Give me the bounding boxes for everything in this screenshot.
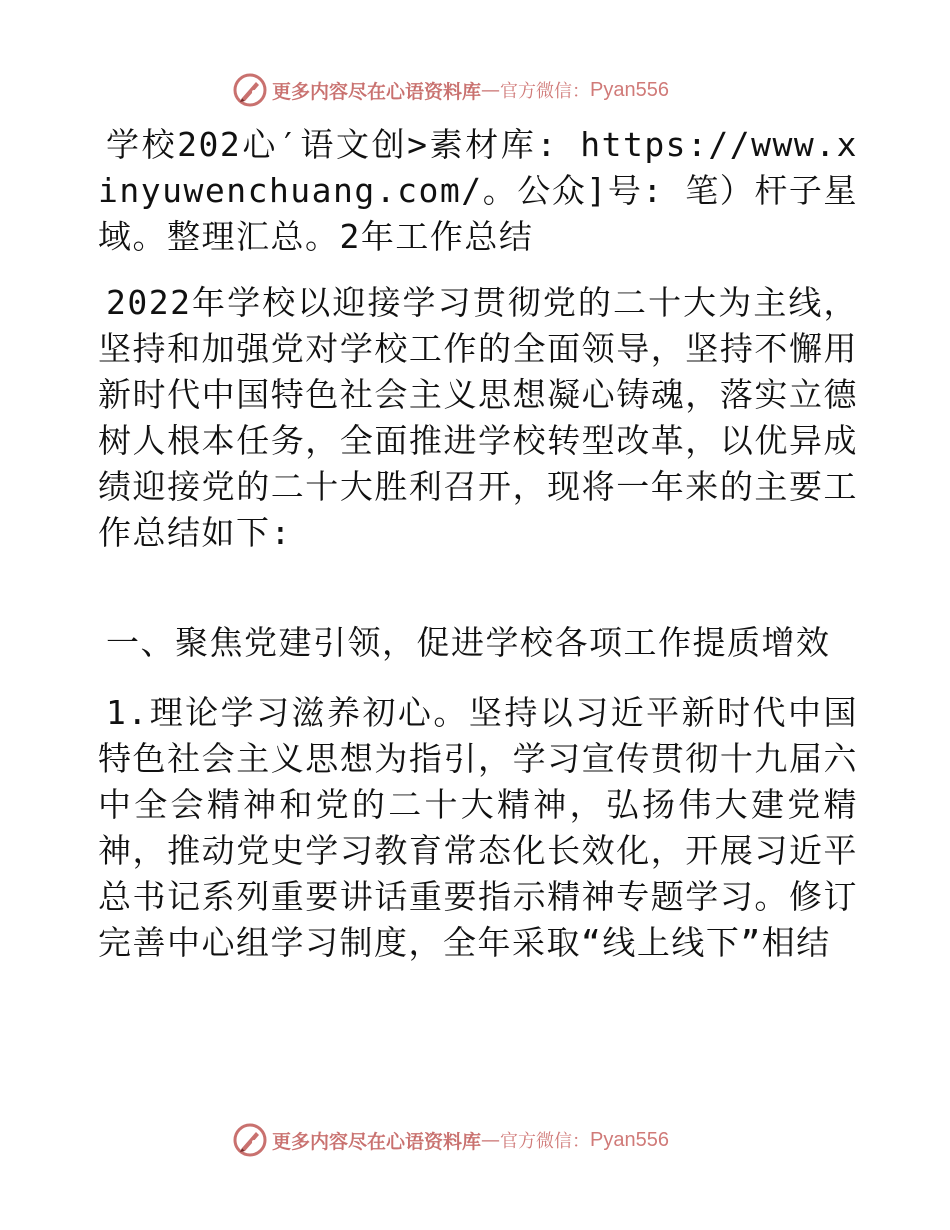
intro-paragraph: 学校202心′语文创>素材库: https://www.xinyuwenchuang.com/。公众]号: 笔）杆子星域。整理汇总。2年工作总结 xyxy=(98,125,858,256)
banner-dash: — xyxy=(481,1129,501,1151)
banner-wechat-label: 官方微信： xyxy=(500,1131,591,1152)
banner-wechat-id: Pyan556 xyxy=(590,78,669,101)
banner-dash: — xyxy=(481,79,501,101)
banner-text: 更多内容尽在心语资料库 xyxy=(272,1130,482,1153)
section-paragraph: 1.理论学习滋养初心。坚持以习近平新时代中国特色社会主义思想为指引，学习宣传贯彻十九届六中全会精神和党的二十大精神，弘扬伟大建党精神，推动党史学习教育常态化长效化，开展习近平总书记系列重要讲话重要指示精神专题学习。修订完善中心组学习制度，全年采取“线上线下”相结 xyxy=(98,693,858,962)
summary-paragraph: 2022年学校以迎接学习贯彻党的二十大为主线，坚持和加强党对学校工作的全面领导，坚持不懈用新时代中国特色社会主义思想凝心铸魂，落实立德树人根本任务，全面推进学校转型改革，以优异成绩迎接党的二十大胜利召开，现将一年来的主要工作总结如下: xyxy=(98,283,858,552)
pen-logo-icon xyxy=(232,1122,268,1158)
pen-logo-icon xyxy=(232,72,268,108)
banner-text: 更多内容尽在心语资料库 xyxy=(272,80,482,103)
banner-wechat-label: 官方微信： xyxy=(500,81,591,102)
banner-wechat-id: Pyan556 xyxy=(590,1128,669,1151)
document-body xyxy=(98,122,858,966)
header-watermark-banner xyxy=(232,70,669,110)
footer-watermark-banner xyxy=(232,1120,669,1160)
section-heading: 一、聚焦党建引领，促进学校各项工作提质增效 xyxy=(106,623,831,662)
